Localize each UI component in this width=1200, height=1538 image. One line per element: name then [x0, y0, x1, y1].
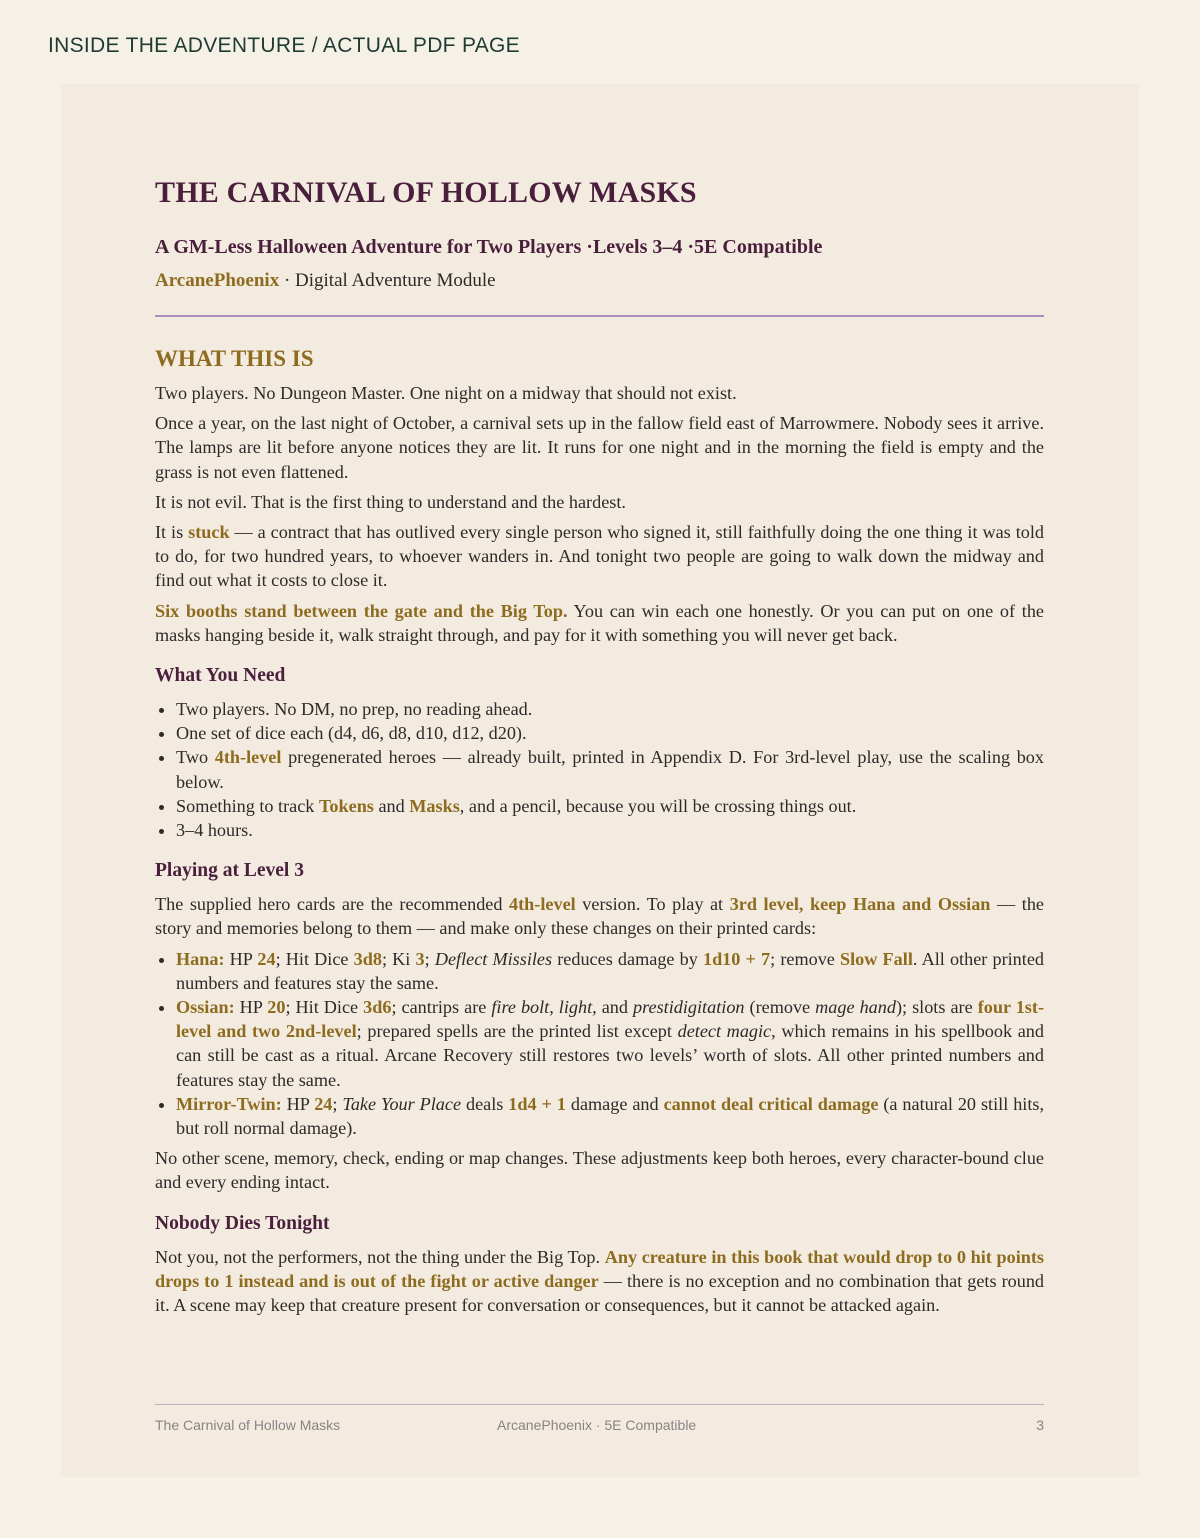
spell-name: prestidigitation	[633, 997, 745, 1018]
publisher-name: ArcanePhoenix	[155, 270, 280, 291]
text-run: ;	[332, 1093, 343, 1114]
highlight: 4th-level	[509, 894, 576, 915]
text-run: You can win each one honestly. Or you can put on one of the masks hanging beside it, walk straight through, and pay for it with something you will never get back.	[155, 600, 1044, 645]
subtitle: A GM-Less Halloween Adventure for Two Players ·Levels 3–4 ·5E Compatible	[155, 236, 823, 258]
text-run: pregenerated heroes — already built, printed in Appendix D. For 3rd-level play, use the scaling box below.	[176, 747, 1044, 792]
text-run: version. To play at	[575, 894, 730, 915]
list-item-mirror-twin	[176, 1092, 1044, 1140]
highlight: stuck	[188, 522, 230, 543]
paragraph	[155, 599, 1044, 647]
title-divider	[155, 315, 1044, 317]
highlight: Any creature in this book that would drop to 0 hit points drops to 1 instead and is out of the fight or active danger	[155, 1246, 1044, 1291]
ability-name: Take Your Place	[342, 1093, 462, 1114]
text-run: The supplied hero cards are the recommended	[155, 894, 510, 915]
list-item	[176, 794, 1044, 818]
text-run: Not you, not the performers, not the thing under the Big Top.	[155, 1246, 605, 1267]
footer-publisher: ArcanePhoenix · 5E Compatible	[497, 1417, 697, 1433]
highlight: 24	[314, 1093, 333, 1114]
highlight: 3	[415, 948, 425, 969]
subheading-what-you-need: What You Need	[155, 665, 286, 687]
top-label: INSIDE THE ADVENTURE / ACTUAL PDF PAGE	[48, 34, 520, 57]
byline-text: · Digital Adventure Module	[279, 270, 496, 291]
text-run: ; Ki	[381, 948, 416, 969]
paragraph: It is not evil. That is the first thing to understand and the hardest.	[155, 491, 626, 512]
text-run: ; prepared spells are the printed list except	[356, 1021, 678, 1042]
subheading-nobody-dies-tonight: Nobody Dies Tonight	[155, 1212, 330, 1234]
highlight: 24	[257, 948, 276, 969]
text-run: Something to track	[176, 795, 319, 816]
list-item: • Two players. No DM, no prep, no reading ahead.	[176, 697, 1044, 721]
highlight: 3d6	[363, 997, 392, 1018]
list-item-hana	[176, 947, 1044, 995]
ability-name: Deflect Missiles	[434, 948, 553, 969]
byline	[155, 270, 496, 292]
hero-name: Mirror-Twin:	[176, 1093, 282, 1114]
text-run: and	[373, 795, 410, 816]
text-run: HP	[234, 997, 268, 1018]
list-item-ossian	[176, 995, 1044, 1092]
highlight: 1d10 + 7	[702, 948, 771, 969]
text-run: It is	[155, 522, 189, 543]
text-run: ; remove	[770, 948, 841, 969]
highlight: Tokens	[318, 795, 374, 816]
pdf-page	[61, 84, 1139, 1477]
list-item: • 3–4 hours.	[176, 818, 1044, 842]
paragraph	[155, 1245, 1044, 1318]
paragraph: Two players. No Dungeon Master. One night on a midway that should not exist.	[155, 383, 737, 403]
text-run: — a contract that has outlived every single person who signed it, still faithfully doing the one thing it was told to do, for two hundred years, to whoever wanders in. And tonight two people are going to walk down the midway and find out what it costs to close it.	[155, 522, 1044, 591]
paragraph	[155, 520, 1044, 593]
text-run: ; Hit Dice	[275, 948, 354, 969]
text-run: ; cantrips are	[391, 997, 492, 1018]
subheading-playing-at-level-3: Playing at Level 3	[155, 860, 304, 882]
text-run: ;	[424, 948, 435, 969]
highlight: Masks	[409, 795, 460, 816]
text-run: — the story and memories belong to them — and make only these changes on their printed cards:	[155, 894, 1044, 939]
text-run: . All other printed numbers and features stay the same.	[176, 948, 1044, 993]
paragraph: No other scene, memory, check, ending or map changes. These adjustments keep both heroes, every character-bound clue and every ending intact.	[155, 1148, 1044, 1193]
spell-name: mage hand	[815, 997, 896, 1018]
text-run: and	[596, 997, 634, 1018]
text-run: HP	[281, 1093, 315, 1114]
hero-name: Hana:	[176, 948, 225, 969]
text-run: reduces damage by	[552, 948, 703, 969]
highlight: 20	[267, 997, 286, 1018]
highlight: 1d4 + 1	[508, 1093, 566, 1114]
highlight: 4th-level	[214, 747, 282, 768]
requirements-list	[155, 697, 1044, 842]
page-title: THE CARNIVAL OF HOLLOW MASKS	[155, 176, 697, 209]
text-run: (remove	[744, 997, 816, 1018]
section-heading-what-this-is: WHAT THIS IS	[155, 346, 314, 371]
text-run: ); slots are	[895, 997, 978, 1018]
list-item	[176, 745, 1044, 793]
highlight: four 1st-level and two 2nd-level	[176, 997, 1045, 1042]
text-run: deals	[461, 1093, 509, 1114]
paragraph: Once a year, on the last night of October, a carnival sets up in the fallow field east of Marrowmere. Nobody sees it arrive. The lamps are lit before anyone notices they are lit. It runs for one night and in the morning the field is empty and the grass is not even flattened.	[155, 413, 1044, 482]
text-run: , which remains in his spellbook and can still be cast as a ritual. Arcane Recovery still restores two levels’ worth of slots. All other printed numbers and features stay the same.	[176, 1021, 1044, 1090]
spell-name: detect magic	[677, 1021, 772, 1042]
page-number: 3	[1036, 1417, 1044, 1433]
spell-name: fire bolt, light,	[491, 997, 597, 1018]
hero-name: Ossian:	[176, 997, 235, 1018]
text-run: damage and	[565, 1093, 664, 1114]
hero-changes-list	[155, 947, 1044, 1141]
text-run: ; Hit Dice	[285, 997, 364, 1018]
highlight: Six booths stand between the gate and the Big Top.	[155, 600, 568, 621]
highlight: 3d8	[353, 948, 382, 969]
body	[155, 346, 1044, 1323]
text-run: (a natural 20 still hits, but roll normal damage).	[176, 1093, 1045, 1139]
highlight: Slow Fall	[840, 948, 913, 969]
footer-divider	[155, 1404, 1044, 1405]
text-run: HP	[224, 948, 258, 969]
footer-title: The Carnival of Hollow Masks	[155, 1417, 341, 1433]
paragraph	[155, 892, 1044, 940]
list-item: • One set of dice each (d4, d6, d8, d10, d12, d20).	[176, 721, 1044, 745]
highlight: 3rd level, keep Hana and Ossian	[729, 894, 991, 915]
text-run: — there is no exception and no combination that gets round it. A scene may keep that creature present for conversation or consequences, but it cannot be attacked again.	[155, 1270, 1045, 1316]
highlight: cannot deal critical damage	[663, 1093, 879, 1114]
text-run: , and a pencil, because you will be crossing things out.	[459, 795, 857, 816]
text-run: Two	[176, 747, 215, 768]
